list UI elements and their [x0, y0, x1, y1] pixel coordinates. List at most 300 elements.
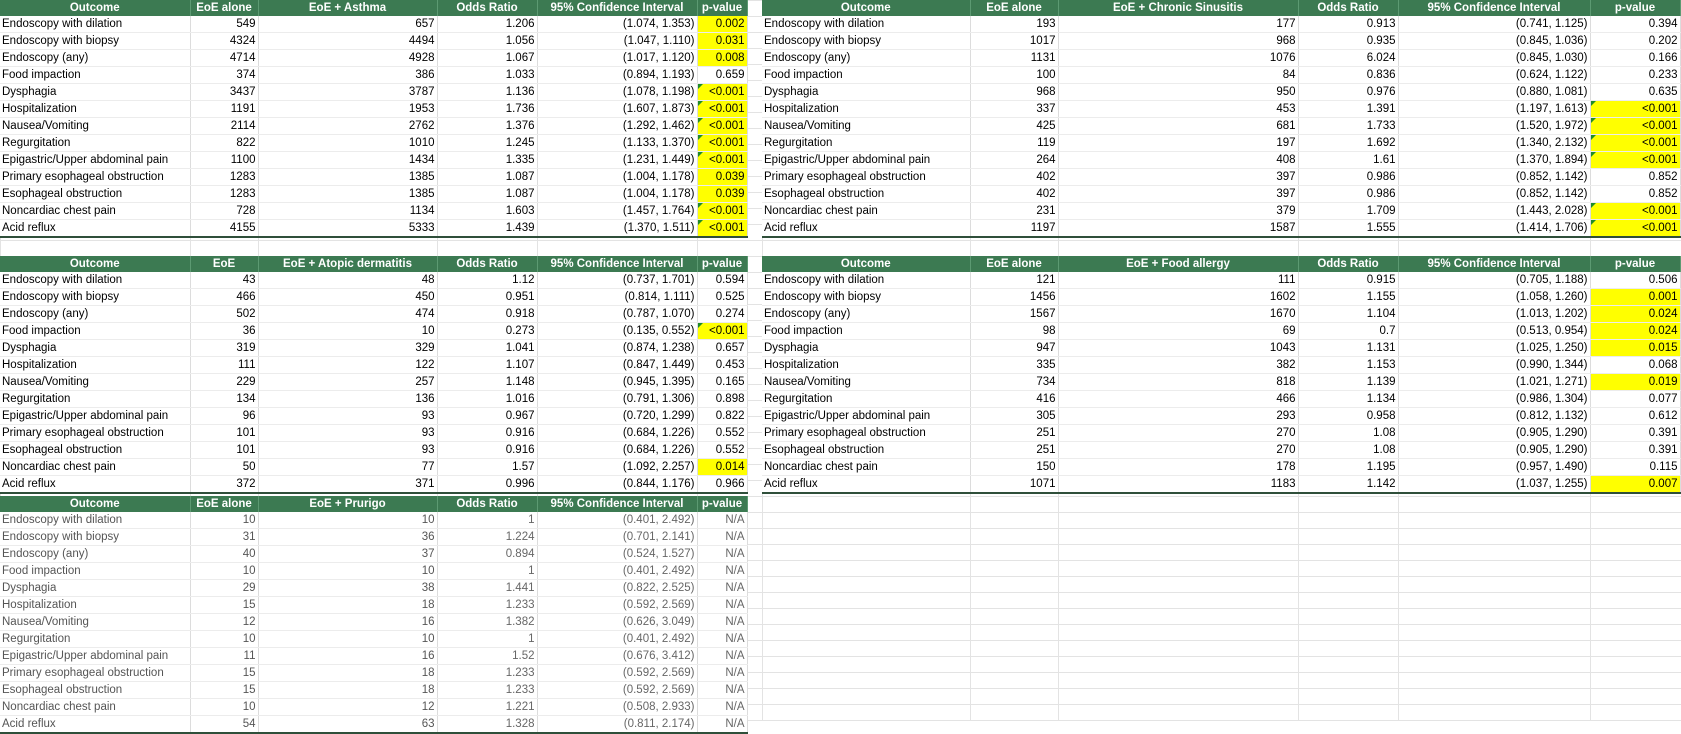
table-cell[interactable]: (1.457, 1.764)	[537, 203, 697, 220]
table-cell[interactable]: 54	[190, 716, 258, 734]
table-cell[interactable]: (1.340, 2.132)	[1398, 135, 1590, 152]
p-value-cell[interactable]: N/A	[697, 563, 747, 580]
table-cell[interactable]: 4714	[190, 50, 258, 67]
table-cell[interactable]: 0.996	[437, 476, 537, 494]
p-value-cell[interactable]: 0.594	[697, 272, 747, 289]
table-cell[interactable]: (1.004, 1.178)	[537, 186, 697, 203]
column-header[interactable]: EoE alone	[190, 496, 258, 512]
table-cell[interactable]: 36	[190, 323, 258, 340]
table-cell[interactable]: 453	[1058, 101, 1298, 118]
p-value-cell[interactable]: 0.077	[1590, 391, 1680, 408]
table-cell[interactable]: (0.905, 1.290)	[1398, 442, 1590, 459]
table-cell[interactable]: 1.391	[1298, 101, 1398, 118]
outcome-cell[interactable]: Esophageal obstruction	[0, 682, 190, 699]
p-value-cell[interactable]: <0.001	[697, 203, 747, 220]
table-cell[interactable]: 15	[190, 665, 258, 682]
p-value-cell[interactable]: 0.233	[1590, 67, 1680, 84]
table-cell[interactable]: 1076	[1058, 50, 1298, 67]
outcome-cell[interactable]: Dysphagia	[0, 340, 190, 357]
table-cell[interactable]: 119	[970, 135, 1058, 152]
p-value-cell[interactable]: 0.031	[697, 33, 747, 50]
table-cell[interactable]: (0.401, 2.492)	[537, 631, 697, 648]
outcome-cell[interactable]: Nausea/Vomiting	[762, 118, 970, 135]
table-cell[interactable]: 1.041	[437, 340, 537, 357]
table-cell[interactable]: 15	[190, 682, 258, 699]
table-cell[interactable]: 1.206	[437, 16, 537, 33]
table-cell[interactable]: 3437	[190, 84, 258, 101]
outcome-cell[interactable]: Acid reflux	[0, 220, 190, 238]
p-value-cell[interactable]: 0.068	[1590, 357, 1680, 374]
p-value-cell[interactable]: 0.898	[697, 391, 747, 408]
table-cell[interactable]: 1.148	[437, 374, 537, 391]
table-cell[interactable]: 2762	[258, 118, 437, 135]
table-cell[interactable]: 402	[970, 169, 1058, 186]
table-cell[interactable]: 101	[190, 425, 258, 442]
table-cell[interactable]: 374	[190, 67, 258, 84]
p-value-cell[interactable]: <0.001	[1590, 152, 1680, 169]
table-cell[interactable]: 100	[970, 67, 1058, 84]
outcome-cell[interactable]: Hospitalization	[0, 357, 190, 374]
table-cell[interactable]: (0.852, 1.142)	[1398, 169, 1590, 186]
table-cell[interactable]: (0.701, 2.141)	[537, 529, 697, 546]
table-cell[interactable]: 18	[258, 665, 437, 682]
outcome-cell[interactable]: Nausea/Vomiting	[0, 614, 190, 631]
table-cell[interactable]: 96	[190, 408, 258, 425]
table-cell[interactable]: 231	[970, 203, 1058, 220]
table-cell[interactable]: 10	[258, 563, 437, 580]
table-cell[interactable]: 10	[258, 512, 437, 529]
table-cell[interactable]: 1.221	[437, 699, 537, 716]
table-cell[interactable]: (0.676, 3.412)	[537, 648, 697, 665]
p-value-cell[interactable]: 0.274	[697, 306, 747, 323]
outcome-cell[interactable]: Regurgitation	[0, 631, 190, 648]
p-value-cell[interactable]: <0.001	[1590, 118, 1680, 135]
p-value-cell[interactable]: N/A	[697, 699, 747, 716]
table-cell[interactable]: 734	[970, 374, 1058, 391]
table-cell[interactable]: 1131	[970, 50, 1058, 67]
table-cell[interactable]: 1.087	[437, 169, 537, 186]
table-cell[interactable]: 270	[1058, 425, 1298, 442]
table-cell[interactable]: 416	[970, 391, 1058, 408]
outcome-cell[interactable]: Regurgitation	[0, 135, 190, 152]
table-cell[interactable]: 1.067	[437, 50, 537, 67]
table-cell[interactable]: 1.439	[437, 220, 537, 238]
outcome-cell[interactable]: Noncardiac chest pain	[0, 699, 190, 716]
column-header[interactable]: p-value	[697, 496, 747, 512]
table-cell[interactable]: 657	[258, 16, 437, 33]
table-cell[interactable]: 1	[437, 563, 537, 580]
outcome-cell[interactable]: Epigastric/Upper abdominal pain	[0, 648, 190, 665]
outcome-cell[interactable]: Regurgitation	[762, 135, 970, 152]
table-cell[interactable]: (0.684, 1.226)	[537, 442, 697, 459]
table-cell[interactable]: (0.986, 1.304)	[1398, 391, 1590, 408]
table-cell[interactable]: 93	[258, 408, 437, 425]
table-cell[interactable]: 1283	[190, 186, 258, 203]
p-value-cell[interactable]: 0.612	[1590, 408, 1680, 425]
table-cell[interactable]: 0.273	[437, 323, 537, 340]
table-cell[interactable]: 101	[190, 442, 258, 459]
table-cell[interactable]: 1.233	[437, 597, 537, 614]
outcome-cell[interactable]: Hospitalization	[762, 101, 970, 118]
p-value-cell[interactable]: 0.019	[1590, 374, 1680, 391]
p-value-cell[interactable]: N/A	[697, 512, 747, 529]
outcome-cell[interactable]: Primary esophageal obstruction	[0, 169, 190, 186]
p-value-cell[interactable]: 0.007	[1590, 476, 1680, 494]
table-cell[interactable]: 1.056	[437, 33, 537, 50]
outcome-cell[interactable]: Endoscopy with biopsy	[762, 33, 970, 50]
table-cell[interactable]: 1385	[258, 186, 437, 203]
table-cell[interactable]: 1.195	[1298, 459, 1398, 476]
outcome-cell[interactable]: Food impaction	[0, 323, 190, 340]
table-cell[interactable]: 1.142	[1298, 476, 1398, 494]
p-value-cell[interactable]: 0.001	[1590, 289, 1680, 306]
p-value-cell[interactable]: 0.552	[697, 442, 747, 459]
table-cell[interactable]: 1.139	[1298, 374, 1398, 391]
outcome-cell[interactable]: Endoscopy with biopsy	[762, 289, 970, 306]
outcome-cell[interactable]: Endoscopy (any)	[0, 546, 190, 563]
outcome-cell[interactable]: Acid reflux	[0, 716, 190, 734]
outcome-cell[interactable]: Regurgitation	[0, 391, 190, 408]
table-cell[interactable]: (1.092, 2.257)	[537, 459, 697, 476]
table-cell[interactable]: 1587	[1058, 220, 1298, 238]
table-cell[interactable]: 502	[190, 306, 258, 323]
table-cell[interactable]: 0.976	[1298, 84, 1398, 101]
table-cell[interactable]: 50	[190, 459, 258, 476]
outcome-cell[interactable]: Esophageal obstruction	[0, 442, 190, 459]
p-value-cell[interactable]: 0.202	[1590, 33, 1680, 50]
column-header[interactable]: 95% Confidence Interval	[537, 256, 697, 272]
table-cell[interactable]: 4928	[258, 50, 437, 67]
outcome-cell[interactable]: Food impaction	[762, 67, 970, 84]
table-cell[interactable]: 251	[970, 442, 1058, 459]
column-header[interactable]: Outcome	[762, 256, 970, 272]
table-cell[interactable]: 1602	[1058, 289, 1298, 306]
outcome-cell[interactable]: Dysphagia	[762, 84, 970, 101]
table-cell[interactable]: 0.918	[437, 306, 537, 323]
table-cell[interactable]: (0.508, 2.933)	[537, 699, 697, 716]
table-cell[interactable]: 0.916	[437, 442, 537, 459]
outcome-cell[interactable]: Noncardiac chest pain	[762, 459, 970, 476]
column-header[interactable]: Outcome	[0, 256, 190, 272]
table-cell[interactable]: (0.524, 1.527)	[537, 546, 697, 563]
table-cell[interactable]: 134	[190, 391, 258, 408]
table-cell[interactable]: 1.335	[437, 152, 537, 169]
table-cell[interactable]: 335	[970, 357, 1058, 374]
table-cell[interactable]: 293	[1058, 408, 1298, 425]
table-cell[interactable]: 98	[970, 323, 1058, 340]
table-cell[interactable]: 1670	[1058, 306, 1298, 323]
column-header[interactable]: EoE + Asthma	[258, 0, 437, 16]
table-cell[interactable]: 0.915	[1298, 272, 1398, 289]
p-value-cell[interactable]: 0.552	[697, 425, 747, 442]
table-cell[interactable]: 1.104	[1298, 306, 1398, 323]
table-cell[interactable]: 305	[970, 408, 1058, 425]
outcome-cell[interactable]: Food impaction	[0, 563, 190, 580]
table-cell[interactable]: 0.958	[1298, 408, 1398, 425]
column-header[interactable]: Odds Ratio	[1298, 256, 1398, 272]
table-cell[interactable]: 4155	[190, 220, 258, 238]
table-cell[interactable]: 93	[258, 425, 437, 442]
table-cell[interactable]: 1197	[970, 220, 1058, 238]
table-cell[interactable]: (0.814, 1.111)	[537, 289, 697, 306]
outcome-cell[interactable]: Hospitalization	[762, 357, 970, 374]
table-cell[interactable]: (0.847, 1.449)	[537, 357, 697, 374]
p-value-cell[interactable]: <0.001	[1590, 135, 1680, 152]
p-value-cell[interactable]: N/A	[697, 665, 747, 682]
outcome-cell[interactable]: Noncardiac chest pain	[762, 203, 970, 220]
outcome-cell[interactable]: Endoscopy (any)	[0, 50, 190, 67]
column-header[interactable]: 95% Confidence Interval	[537, 0, 697, 16]
table-cell[interactable]: 12	[190, 614, 258, 631]
table-cell[interactable]: 1.131	[1298, 340, 1398, 357]
table-cell[interactable]: 1567	[970, 306, 1058, 323]
table-cell[interactable]: 93	[258, 442, 437, 459]
outcome-cell[interactable]: Endoscopy (any)	[762, 306, 970, 323]
table-cell[interactable]: (0.844, 1.176)	[537, 476, 697, 494]
p-value-cell[interactable]: <0.001	[1590, 220, 1680, 238]
table-cell[interactable]: 329	[258, 340, 437, 357]
p-value-cell[interactable]: <0.001	[697, 135, 747, 152]
outcome-cell[interactable]: Acid reflux	[0, 476, 190, 494]
table-cell[interactable]: 1.57	[437, 459, 537, 476]
outcome-cell[interactable]: Noncardiac chest pain	[0, 459, 190, 476]
table-cell[interactable]: 36	[258, 529, 437, 546]
table-cell[interactable]: (0.513, 0.954)	[1398, 323, 1590, 340]
table-cell[interactable]: 0.967	[437, 408, 537, 425]
table-cell[interactable]: 1183	[1058, 476, 1298, 494]
outcome-cell[interactable]: Endoscopy (any)	[0, 306, 190, 323]
table-cell[interactable]: (1.370, 1.894)	[1398, 152, 1590, 169]
table-cell[interactable]: 18	[258, 682, 437, 699]
column-header[interactable]: 95% Confidence Interval	[1398, 0, 1590, 16]
table-cell[interactable]: 1134	[258, 203, 437, 220]
table-cell[interactable]: (1.133, 1.370)	[537, 135, 697, 152]
column-header[interactable]: Outcome	[0, 496, 190, 512]
p-value-cell[interactable]: <0.001	[697, 152, 747, 169]
outcome-cell[interactable]: Esophageal obstruction	[0, 186, 190, 203]
table-cell[interactable]: 48	[258, 272, 437, 289]
outcome-cell[interactable]: Endoscopy with dilation	[762, 272, 970, 289]
table-cell[interactable]: 5333	[258, 220, 437, 238]
table-cell[interactable]: 1.555	[1298, 220, 1398, 238]
table-cell[interactable]: 0.916	[437, 425, 537, 442]
table-cell[interactable]: (1.037, 1.255)	[1398, 476, 1590, 494]
table-cell[interactable]: (0.737, 1.701)	[537, 272, 697, 289]
table-cell[interactable]: 264	[970, 152, 1058, 169]
table-cell[interactable]: 1.709	[1298, 203, 1398, 220]
table-cell[interactable]: 0.894	[437, 546, 537, 563]
table-cell[interactable]: 18	[258, 597, 437, 614]
table-cell[interactable]: 1191	[190, 101, 258, 118]
table-cell[interactable]: 6.024	[1298, 50, 1398, 67]
p-value-cell[interactable]: 0.166	[1590, 50, 1680, 67]
p-value-cell[interactable]: <0.001	[697, 101, 747, 118]
table-cell[interactable]: (0.874, 1.238)	[537, 340, 697, 357]
table-cell[interactable]: (0.845, 1.036)	[1398, 33, 1590, 50]
table-cell[interactable]: 1.233	[437, 665, 537, 682]
table-cell[interactable]: 337	[970, 101, 1058, 118]
table-cell[interactable]: 1.155	[1298, 289, 1398, 306]
table-cell[interactable]: 728	[190, 203, 258, 220]
outcome-cell[interactable]: Endoscopy with biopsy	[0, 33, 190, 50]
table-cell[interactable]: 397	[1058, 169, 1298, 186]
outcome-cell[interactable]: Dysphagia	[762, 340, 970, 357]
p-value-cell[interactable]: <0.001	[1590, 101, 1680, 118]
table-cell[interactable]: (0.990, 1.344)	[1398, 357, 1590, 374]
p-value-cell[interactable]: N/A	[697, 597, 747, 614]
table-cell[interactable]: 0.935	[1298, 33, 1398, 50]
outcome-cell[interactable]: Endoscopy with dilation	[762, 16, 970, 33]
table-cell[interactable]: 229	[190, 374, 258, 391]
table-cell[interactable]: 0.836	[1298, 67, 1398, 84]
table-cell[interactable]: 1385	[258, 169, 437, 186]
outcome-cell[interactable]: Hospitalization	[0, 597, 190, 614]
p-value-cell[interactable]: 0.165	[697, 374, 747, 391]
table-cell[interactable]: 150	[970, 459, 1058, 476]
table-cell[interactable]: 1.245	[437, 135, 537, 152]
outcome-cell[interactable]: Epigastric/Upper abdominal pain	[762, 408, 970, 425]
column-header[interactable]: Odds Ratio	[1298, 0, 1398, 16]
table-cell[interactable]: 319	[190, 340, 258, 357]
table-cell[interactable]: 11	[190, 648, 258, 665]
table-cell[interactable]: 408	[1058, 152, 1298, 169]
table-cell[interactable]: (1.047, 1.110)	[537, 33, 697, 50]
table-cell[interactable]: 10	[258, 323, 437, 340]
table-cell[interactable]: 1.736	[437, 101, 537, 118]
table-cell[interactable]: (1.074, 1.353)	[537, 16, 697, 33]
table-cell[interactable]: 84	[1058, 67, 1298, 84]
table-cell[interactable]: (0.945, 1.395)	[537, 374, 697, 391]
p-value-cell[interactable]: N/A	[697, 631, 747, 648]
table-cell[interactable]: (0.624, 1.122)	[1398, 67, 1590, 84]
outcome-cell[interactable]: Food impaction	[762, 323, 970, 340]
p-value-cell[interactable]: 0.015	[1590, 340, 1680, 357]
table-cell[interactable]: 1.52	[437, 648, 537, 665]
table-cell[interactable]: 1043	[1058, 340, 1298, 357]
p-value-cell[interactable]: N/A	[697, 648, 747, 665]
table-cell[interactable]: 0.7	[1298, 323, 1398, 340]
p-value-cell[interactable]: 0.039	[697, 186, 747, 203]
p-value-cell[interactable]: 0.525	[697, 289, 747, 306]
p-value-cell[interactable]: 0.024	[1590, 323, 1680, 340]
table-cell[interactable]: 193	[970, 16, 1058, 33]
table-cell[interactable]: 1.233	[437, 682, 537, 699]
p-value-cell[interactable]: 0.002	[697, 16, 747, 33]
column-header[interactable]: EoE alone	[970, 0, 1058, 16]
table-cell[interactable]: (0.894, 1.193)	[537, 67, 697, 84]
table-cell[interactable]: 10	[190, 699, 258, 716]
p-value-cell[interactable]: 0.852	[1590, 169, 1680, 186]
table-cell[interactable]: (0.812, 1.132)	[1398, 408, 1590, 425]
table-cell[interactable]: 257	[258, 374, 437, 391]
table-cell[interactable]: 466	[1058, 391, 1298, 408]
table-cell[interactable]: 121	[970, 272, 1058, 289]
table-cell[interactable]: 16	[258, 648, 437, 665]
table-cell[interactable]: 1.153	[1298, 357, 1398, 374]
p-value-cell[interactable]: 0.659	[697, 67, 747, 84]
table-cell[interactable]: (0.705, 1.188)	[1398, 272, 1590, 289]
table-cell[interactable]: 1	[437, 631, 537, 648]
table-cell[interactable]: 466	[190, 289, 258, 306]
table-cell[interactable]: 1283	[190, 169, 258, 186]
table-cell[interactable]: (0.880, 1.081)	[1398, 84, 1590, 101]
outcome-cell[interactable]: Primary esophageal obstruction	[762, 169, 970, 186]
table-cell[interactable]: 43	[190, 272, 258, 289]
table-cell[interactable]: 1456	[970, 289, 1058, 306]
outcome-cell[interactable]: Epigastric/Upper abdominal pain	[762, 152, 970, 169]
table-cell[interactable]: (1.058, 1.260)	[1398, 289, 1590, 306]
column-header[interactable]: Odds Ratio	[437, 0, 537, 16]
table-cell[interactable]: (0.684, 1.226)	[537, 425, 697, 442]
p-value-cell[interactable]: 0.822	[697, 408, 747, 425]
outcome-cell[interactable]: Epigastric/Upper abdominal pain	[0, 408, 190, 425]
table-cell[interactable]: 1.733	[1298, 118, 1398, 135]
p-value-cell[interactable]: <0.001	[697, 220, 747, 238]
outcome-cell[interactable]: Epigastric/Upper abdominal pain	[0, 152, 190, 169]
table-cell[interactable]: 1100	[190, 152, 258, 169]
table-cell[interactable]: 1.692	[1298, 135, 1398, 152]
p-value-cell[interactable]: N/A	[697, 614, 747, 631]
table-cell[interactable]: 681	[1058, 118, 1298, 135]
table-cell[interactable]: 968	[1058, 33, 1298, 50]
table-cell[interactable]: 382	[1058, 357, 1298, 374]
table-cell[interactable]: (1.004, 1.178)	[537, 169, 697, 186]
column-header[interactable]: Outcome	[0, 0, 190, 16]
table-cell[interactable]: 1.441	[437, 580, 537, 597]
column-header[interactable]: 95% Confidence Interval	[537, 496, 697, 512]
table-cell[interactable]: 402	[970, 186, 1058, 203]
table-cell[interactable]: 1.603	[437, 203, 537, 220]
table-cell[interactable]: 1010	[258, 135, 437, 152]
table-cell[interactable]: 31	[190, 529, 258, 546]
table-cell[interactable]: 111	[190, 357, 258, 374]
table-cell[interactable]: 37	[258, 546, 437, 563]
table-cell[interactable]: (1.292, 1.462)	[537, 118, 697, 135]
outcome-cell[interactable]: Hospitalization	[0, 101, 190, 118]
table-cell[interactable]: 1.08	[1298, 425, 1398, 442]
table-cell[interactable]: 372	[190, 476, 258, 494]
table-cell[interactable]: 1.016	[437, 391, 537, 408]
p-value-cell[interactable]: 0.115	[1590, 459, 1680, 476]
table-cell[interactable]: 1.033	[437, 67, 537, 84]
column-header[interactable]: p-value	[697, 0, 747, 16]
table-cell[interactable]: 10	[190, 512, 258, 529]
p-value-cell[interactable]: N/A	[697, 580, 747, 597]
table-cell[interactable]: (0.720, 1.299)	[537, 408, 697, 425]
table-cell[interactable]: 968	[970, 84, 1058, 101]
table-cell[interactable]: (0.626, 3.049)	[537, 614, 697, 631]
table-cell[interactable]: 1.136	[437, 84, 537, 101]
table-cell[interactable]: 4324	[190, 33, 258, 50]
table-cell[interactable]: 4494	[258, 33, 437, 50]
table-cell[interactable]: 29	[190, 580, 258, 597]
outcome-cell[interactable]: Endoscopy with biopsy	[0, 289, 190, 306]
table-cell[interactable]: 1	[437, 512, 537, 529]
p-value-cell[interactable]: N/A	[697, 529, 747, 546]
p-value-cell[interactable]: 0.391	[1590, 425, 1680, 442]
table-cell[interactable]: 0.986	[1298, 186, 1398, 203]
table-cell[interactable]: (1.370, 1.511)	[537, 220, 697, 238]
table-cell[interactable]: (0.135, 0.552)	[537, 323, 697, 340]
outcome-cell[interactable]: Endoscopy with dilation	[0, 272, 190, 289]
table-cell[interactable]: (1.017, 1.120)	[537, 50, 697, 67]
table-cell[interactable]: 77	[258, 459, 437, 476]
table-cell[interactable]: 177	[1058, 16, 1298, 33]
table-cell[interactable]: (0.401, 2.492)	[537, 512, 697, 529]
table-cell[interactable]: 1.61	[1298, 152, 1398, 169]
outcome-cell[interactable]: Acid reflux	[762, 476, 970, 494]
table-cell[interactable]: 12	[258, 699, 437, 716]
